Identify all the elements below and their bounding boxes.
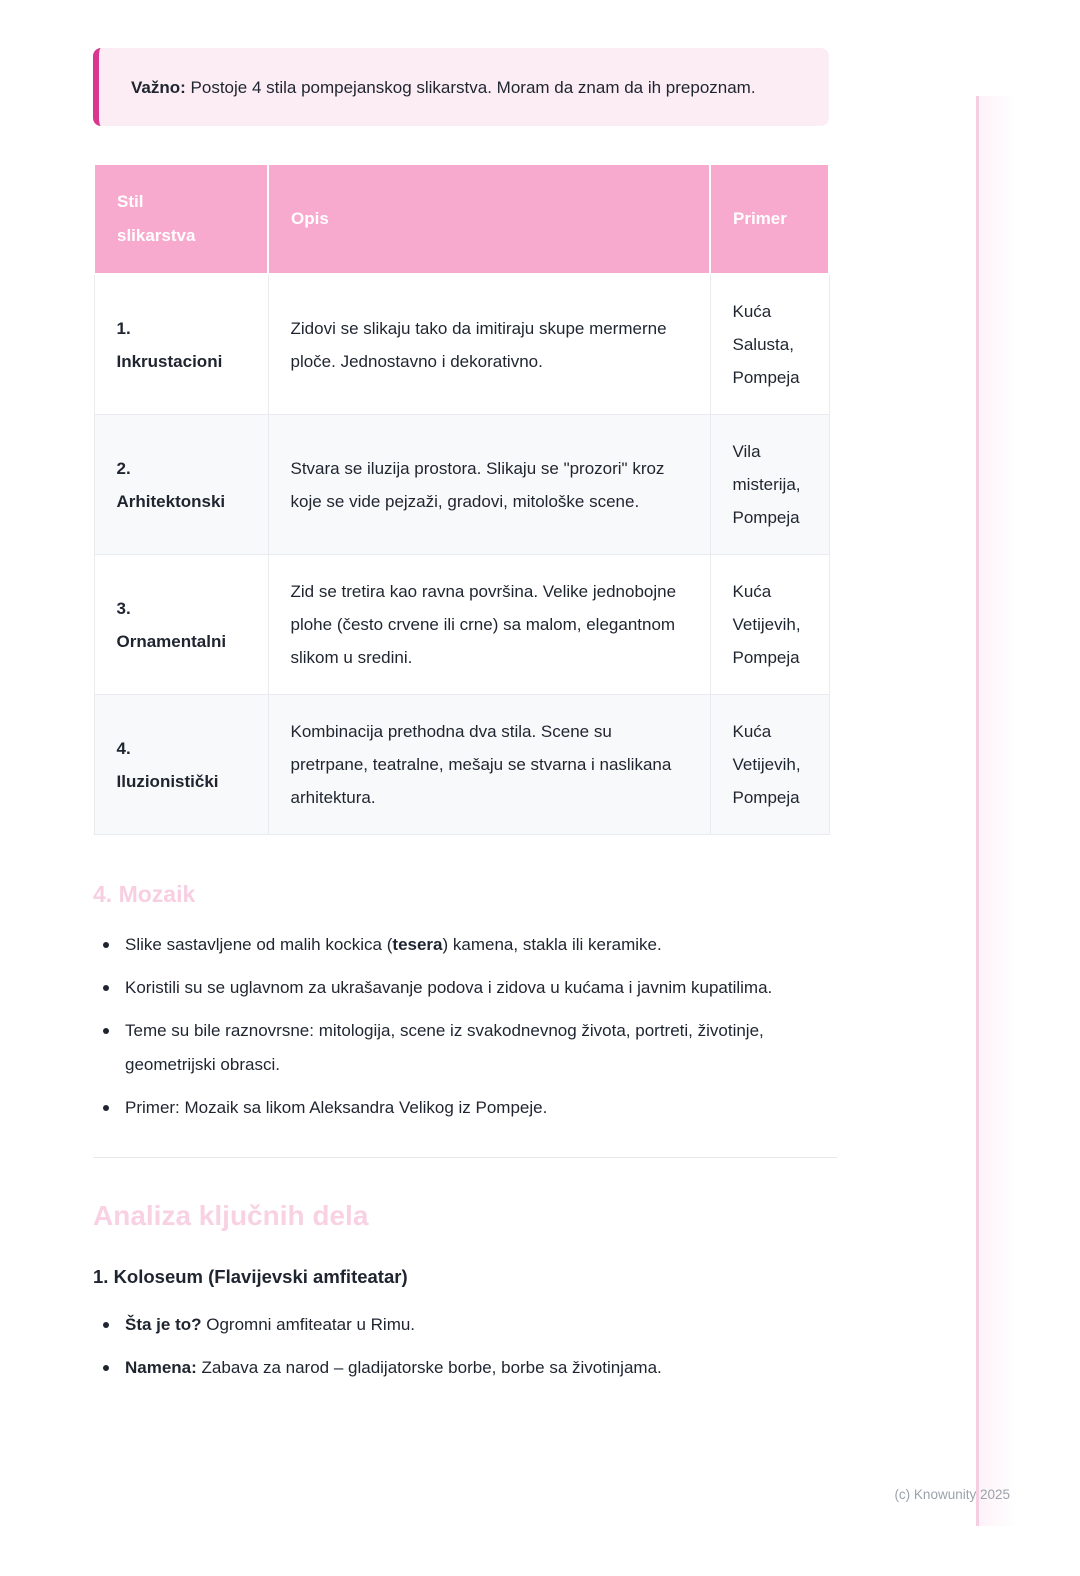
koloseum-bullet-list — [93, 1308, 829, 1385]
description-cell: Stvara se iluzija prostora. Slikaju se "prozori" kroz koje se vide pejzaži, gradovi, mitološke scene. — [268, 415, 710, 555]
example-cell: Kuća Salusta, Pompeja — [710, 274, 829, 415]
important-callout — [93, 48, 829, 126]
section-heading-analiza: Analiza ključnih dela — [93, 1200, 369, 1231]
callout-text: Postoje 4 stila pompejanskog slikarstva. Moram da znam da ih prepoznam. — [185, 78, 756, 97]
mozaik-bullet-list — [93, 928, 829, 1125]
example-cell: Kuća Vetijevih, Pompeja — [710, 555, 829, 695]
description-cell: Kombinacija prethodna dva stila. Scene su pretrpane, teatralne, mešaju se stvarna i naslikana arhitektura. — [268, 695, 710, 835]
list-item: Teme su bile raznovrsne: mitologija, scene iz svakodnevnog života, portreti, životinje, geometrijski obrasci. — [93, 1014, 829, 1082]
list-item: Primer: Mozaik sa likom Aleksandra Velikog iz Pompeje. — [93, 1091, 829, 1125]
column-header-opis: Opis — [268, 164, 710, 274]
callout-label: Važno: — [131, 78, 186, 97]
table-row — [94, 555, 829, 695]
list-item: Slike sastavljene od malih kockica (tesera) kamena, stakla ili keramike. — [93, 928, 829, 962]
painting-styles-table — [93, 163, 830, 835]
page-edge-wash — [979, 96, 1017, 1526]
example-cell: Vila misterija, Pompeja — [710, 415, 829, 555]
table-row — [94, 695, 829, 835]
style-name-cell: 4. Iluzionistički — [94, 695, 268, 835]
table-row — [94, 415, 829, 555]
list-item: Namena: Zabava za narod – gladijatorske borbe, borbe sa životinjama. — [93, 1351, 829, 1385]
column-header-primer: Primer — [710, 164, 829, 274]
page-edge-line — [976, 96, 979, 1526]
section-heading-mozaik: 4. Mozaik — [93, 881, 196, 907]
list-item: Koristili su se uglavnom za ukrašavanje podova i zidova u kućama i javnim kupatilima. — [93, 971, 829, 1005]
example-cell: Kuća Vetijevih, Pompeja — [710, 695, 829, 835]
table-header-row — [94, 164, 829, 274]
list-item: Šta je to? Ogromni amfiteatar u Rimu. — [93, 1308, 829, 1342]
style-name-cell: 1. Inkrustacioni — [94, 274, 268, 415]
column-header-stil: Stil slikarstva — [94, 164, 268, 274]
subsection-heading-koloseum: 1. Koloseum (Flavijevski amfiteatar) — [93, 1266, 408, 1287]
table-row — [94, 274, 829, 415]
description-cell: Zidovi se slikaju tako da imitiraju skupe mermerne ploče. Jednostavno i dekorativno. — [268, 274, 710, 415]
style-name-cell: 2. Arhitektonski — [94, 415, 268, 555]
copyright-footer: (c) Knowunity 2025 — [894, 1487, 1010, 1502]
section-divider — [93, 1157, 837, 1158]
style-name-cell: 3. Ornamentalni — [94, 555, 268, 695]
document-page — [93, 48, 829, 1385]
description-cell: Zid se tretira kao ravna površina. Velike jednobojne plohe (često crvene ili crne) sa malom, elegantnom slikom u sredini. — [268, 555, 710, 695]
